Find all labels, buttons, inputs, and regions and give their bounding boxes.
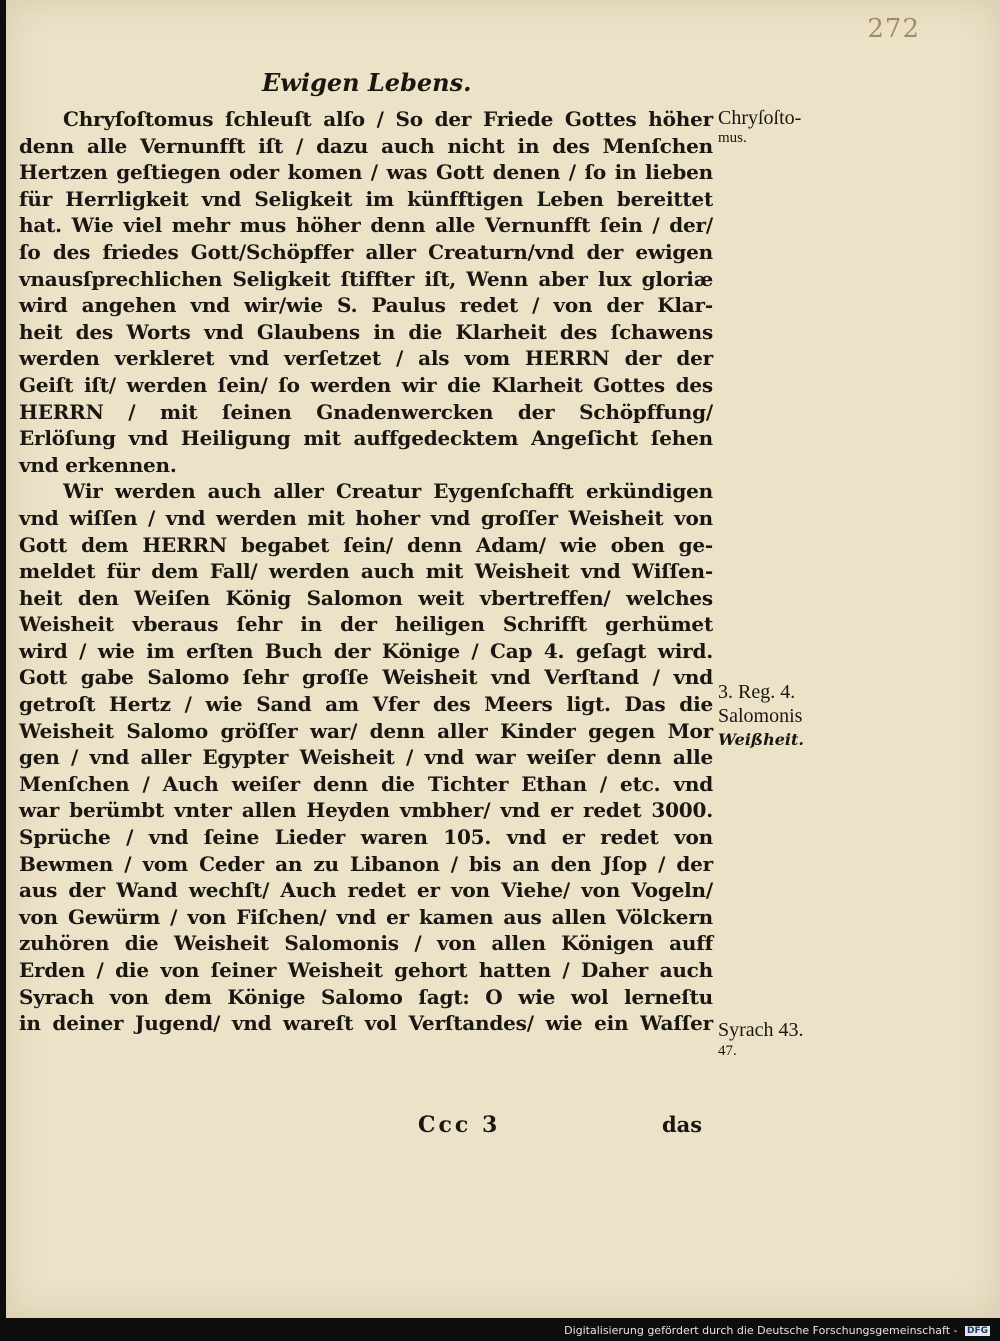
running-head: Ewigen Lebens. bbox=[262, 68, 472, 97]
text-line: Menſchen / Auch weiſer denn die Tichter Ethan / etc. vnd bbox=[19, 771, 713, 796]
book-page bbox=[6, 0, 1000, 1318]
margin-note-line: Weißheit. bbox=[718, 730, 804, 749]
text-line: getroſt Hertz / wie Sand am Vfer des Meers ligt. Das die bbox=[19, 692, 713, 717]
text-line: gen / vnd aller Egypter Weisheit / vnd war weiſer denn alle bbox=[19, 745, 713, 770]
text-line: heit des Worts vnd Glaubens in die Klarheit des ſchawens bbox=[19, 319, 713, 344]
text-line: in deiner Jugend/ vnd wareſt vol Verſtandes/ wie ein Waſſer bbox=[19, 1011, 713, 1036]
text-line: Weisheit vberaus ſehr in der heiligen Schrifft gerhümet bbox=[19, 612, 713, 637]
margin-note-line: mus. bbox=[718, 130, 747, 146]
footer-text: Digitalisierung gefördert durch die Deutsche Forschungsgemeinschaft - bbox=[564, 1324, 958, 1337]
dfg-logo: DFG bbox=[966, 1326, 988, 1336]
text-line: Geiſt iſt/ werden ſein/ ſo werden wir die Klarheit Gottes des bbox=[19, 372, 713, 397]
text-line: Gott gabe Salomo ſehr groſſe Weisheit vnd Verſtand / vnd bbox=[19, 665, 713, 690]
margin-note-line: 47. bbox=[718, 1043, 737, 1059]
text-line: von Gewürm / von Fiſchen/ vnd er kamen aus allen Völckern bbox=[19, 904, 713, 929]
text-line: Erlöſung vnd Heiligung mit auffgedecktem Angeſicht ſehen bbox=[19, 426, 713, 451]
text-line: Gott dem HERRN begabet ſein/ denn Adam/ wie oben ge- bbox=[19, 532, 713, 557]
text-line: wird angehen vnd wir/wie S. Paulus redet / von der Klar- bbox=[19, 293, 713, 318]
text-line: HERRN / mit ſeinen Gnadenwercken der Schöpffung/ bbox=[19, 399, 713, 424]
footer-credit bbox=[564, 1324, 990, 1337]
text-line: vnd erkennen. bbox=[19, 452, 177, 477]
text-line: zuhören die Weisheit Salomonis / von allen Königen auff bbox=[19, 931, 713, 956]
body-text bbox=[19, 106, 713, 1037]
text-line: ſo des friedes Gott/Schöpffer aller Creaturn/vnd der ewigen bbox=[19, 239, 713, 264]
margin-note-syrach bbox=[718, 1018, 804, 1060]
text-line: denn alle Vernunfft iſt / dazu auch nicht in des Menſchen bbox=[19, 133, 713, 158]
margin-note-line: Chryſoſto- bbox=[718, 107, 802, 129]
text-line: aus der Wand wechſt/ Auch redet er von Viehe/ von Vogeln/ bbox=[19, 878, 713, 903]
text-line: war berümbt vnter allen Heyden vmbher/ vnd er redet 3000. bbox=[19, 798, 713, 823]
text-line: Sprüche / vnd ſeine Lieder waren 105. vnd er redet von bbox=[19, 825, 713, 850]
text-line: Wir werden auch aller Creatur Eygenſchafft erkündigen bbox=[63, 479, 713, 504]
text-line: hat. Wie viel mehr mus höher denn alle Vernunfft ſein / der/ bbox=[19, 213, 713, 238]
signature-mark: Ccc 3 bbox=[418, 1112, 501, 1138]
text-line: werden verkleret vnd verſetzet / als vom HERRN der der bbox=[19, 346, 713, 371]
text-line: meldet für dem Fall/ werden auch mit Weisheit vnd Wiſſen- bbox=[19, 559, 713, 584]
text-line: wird / wie im erſten Buch der Könige / Cap 4. geſagt wird. bbox=[19, 638, 713, 663]
text-line: Syrach von dem Könige Salomo ſagt: O wie wol lerneſtu bbox=[19, 984, 713, 1009]
page-number: 272 bbox=[867, 14, 920, 44]
catchword: das bbox=[662, 1112, 703, 1137]
margin-note-line: 3. Reg. 4. bbox=[718, 681, 796, 703]
text-line: Chryſoſtomus ſchleuſt alſo / So der Friede Gottes höher bbox=[63, 107, 713, 131]
text-line: Weisheit Salomo gröſſer war/ denn aller Kinder gegen Mor bbox=[19, 718, 713, 743]
text-line: heit den Weiſen König Salomon weit vbertreffen/ welches bbox=[19, 585, 713, 610]
margin-note-line: Syrach 43. bbox=[718, 1019, 804, 1041]
text-line: für Herrligkeit vnd Seligkeit im künfftigen Leben bereittet bbox=[19, 186, 713, 211]
margin-note-line: Salomonis bbox=[718, 705, 803, 727]
text-line: vnd wiſſen / vnd werden mit hoher vnd groſſer Weisheit von bbox=[19, 505, 713, 530]
margin-note-chrysostomus bbox=[718, 106, 801, 146]
text-line: vnausſprechlichen Seligkeit ſtiffter iſt, Wenn aber lux gloriæ bbox=[19, 266, 713, 291]
text-line: Hertzen geſtiegen oder komen / was Gott denen / ſo in lieben bbox=[19, 160, 713, 185]
text-line: Bewmen / vom Ceder an zu Libanon / bis an den Jſop / der bbox=[19, 851, 713, 876]
text-line: Erden / die von ſeiner Weisheit gehort hatten / Daher auch bbox=[19, 958, 713, 982]
margin-note-reg bbox=[718, 680, 804, 752]
